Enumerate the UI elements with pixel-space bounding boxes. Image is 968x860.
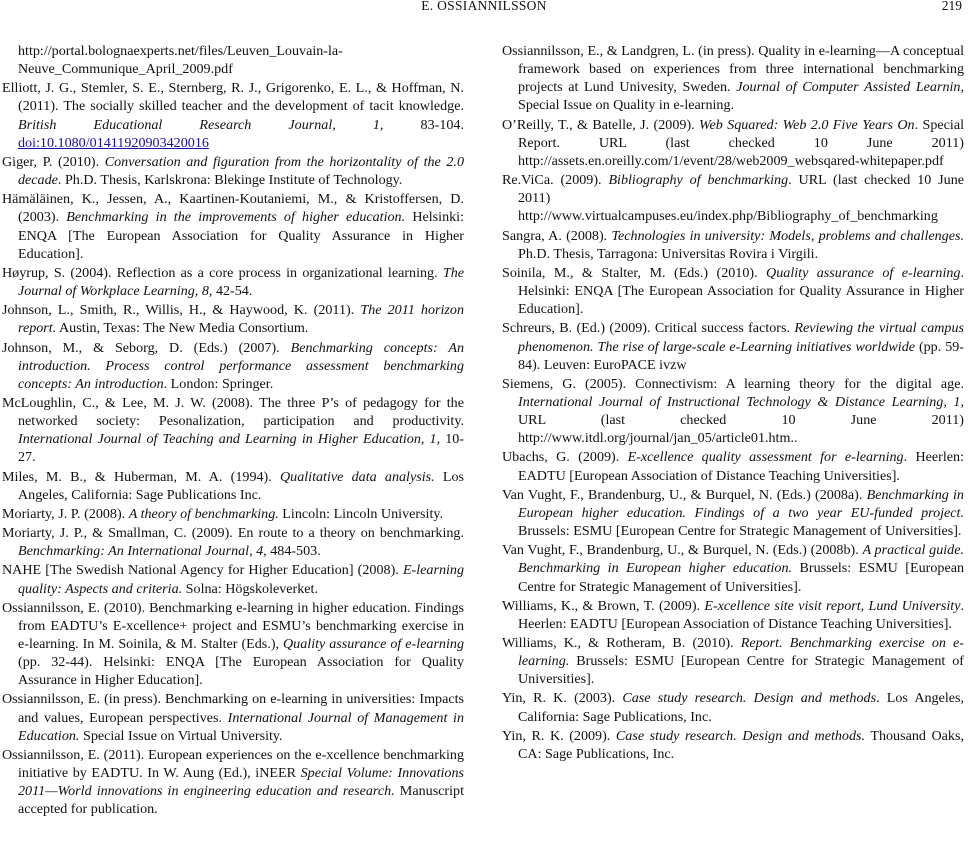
- reference-authors: Siemens, G. (2005). Connectivism: A learning theory for the digital age.: [502, 375, 964, 392]
- reference-authors: Ossiannilsson, E. (2011). European experiences on the e-xcellence benchmarking initiative by EADTU. In W. Aung (Ed.), iNEER: [2, 746, 464, 782]
- reference-entry: [502, 541, 964, 595]
- reference-entry: [2, 690, 464, 744]
- reference-authors: Van Vught, F., Brandenburg, U., & Burquel, N. (Eds.) (2008b).: [502, 542, 863, 559]
- reference-details: Ph.D. Thesis, Tarragona: Universitas Rovira i Virgili.: [518, 245, 819, 262]
- reference-authors: Soinila, M., & Stalter, M. (Eds.) (2010).: [502, 264, 767, 281]
- reference-entry: [502, 227, 964, 263]
- reference-authors: Ossiannilsson, E. (in press). Benchmarking on e-learning in universities: Impacts and values, European perspectives.: [2, 691, 464, 726]
- reference-title: E-xcellence site visit report, Lund University: [704, 597, 961, 614]
- reference-details: Brussels: ESMU [European Centre for Strategic Management of Universities].: [518, 523, 962, 540]
- doi-link[interactable]: doi:10.1080/01411920903420016: [18, 134, 209, 151]
- reference-entry: [502, 448, 964, 484]
- reference-title: Benchmarking concepts: An introduction. Process control performance assessment benchmarking concepts: An introduction: [18, 339, 464, 392]
- reference-entry: [2, 79, 464, 152]
- reference-entry: [502, 689, 964, 725]
- reference-entry: [502, 727, 964, 763]
- reference-authors: McLoughlin, C., & Lee, M. J. W. (2008). The three P’s of pedagogy for the networked society: Pesonalization, participation and productivity.: [2, 394, 464, 430]
- references-left-column: [2, 42, 464, 820]
- reference-title: The Journal of Workplace Learning, 8,: [18, 264, 464, 300]
- reference-entry: [502, 597, 964, 633]
- reference-details: . Heerlen: EADTU [European Association of Distance Teaching Universities].: [518, 449, 964, 484]
- reference-entry: [2, 468, 464, 504]
- reference-entry: [502, 375, 964, 448]
- references-right-column: [502, 42, 964, 764]
- reference-details: Special Issue on Quality in e-learning.: [518, 97, 735, 114]
- reference-authors: Williams, K., & Brown, T. (2009).: [502, 597, 705, 614]
- reference-title: Web Squared: Web 2.0 Five Years On: [699, 116, 915, 133]
- reference-details: . London: Springer.: [163, 375, 274, 392]
- reference-title: Quality assurance of e-learning: [283, 636, 464, 652]
- reference-entry: [2, 339, 464, 393]
- reference-entry: [2, 42, 464, 78]
- reference-details: . URL (last checked 10 June 2011) http://www.virtualcampuses.eu/index.php/Bibliography_of_benchmarking: [518, 172, 964, 225]
- reference-title: E-learning quality: Aspects and criteria.: [18, 562, 464, 597]
- reference-authors: O’Reilly, T., & Batelle, J. (2009).: [502, 116, 700, 133]
- reference-entry: [2, 599, 464, 690]
- reference-url-continuation: http://portal.bolognaexperts.net/files/Leuven_Louvain-la-Neuve_Communique_April_2009.pdf: [18, 43, 343, 78]
- reference-authors: Miles, M. B., & Huberman, M. A. (1994).: [2, 468, 280, 485]
- reference-details: Solna: Högskoleverket.: [182, 580, 318, 597]
- reference-entry: [2, 524, 464, 560]
- running-header: [0, 0, 968, 20]
- reference-authors: NAHE [The Swedish National Agency for Higher Education] (2008).: [2, 562, 403, 579]
- reference-authors: Ubachs, G. (2009).: [502, 449, 628, 466]
- reference-details: Thousand Oaks, CA: Sage Publications, Inc.: [518, 727, 964, 762]
- reference-authors: Sangra, A. (2008).: [502, 227, 612, 244]
- reference-authors: Re.ViCa. (2009).: [502, 172, 609, 189]
- reference-authors: Johnson, M., & Seborg, D. (Eds.) (2007).: [2, 339, 291, 356]
- reference-entry: [2, 561, 464, 597]
- reference-authors: Hämäläinen, K., Jessen, A., Kaartinen-Koutaniemi, M., & Kristoffersen, D. (2003).: [2, 191, 464, 226]
- reference-details: . Ph.D. Thesis, Karlskrona: Blekinge Institute of Technology.: [57, 172, 403, 189]
- reference-authors: Johnson, L., Smith, R., Willis, H., & Haywood, K. (2011).: [2, 302, 361, 319]
- reference-entry: [2, 264, 464, 300]
- reference-details: Helsinki: ENQA [The European Association for Quality Assurance in Higher Education].: [18, 209, 464, 262]
- reference-authors: Ossiannilsson, E., & Landgren, L. (in press). Quality in e-learning—A conceptual framework based on experiences from three international benchmarking projects at Lund Univesity, Sweden.: [502, 43, 964, 96]
- reference-title: Technologies in university: Models, problems and challenges.: [611, 227, 964, 244]
- reference-authors: Williams, K., & Rotheram, B. (2010).: [502, 635, 741, 651]
- reference-title: E-xcellence quality assessment for e-learning: [627, 449, 904, 466]
- reference-details: 83-104.: [383, 116, 464, 133]
- reference-entry: [2, 301, 464, 337]
- reference-authors: Moriarty, J. P., & Smallman, C. (2009). En route to a theory on benchmarking.: [2, 525, 464, 542]
- reference-title: Case study research. Design and methods.: [615, 727, 866, 744]
- reference-title: A practical guide. Benchmarking in European higher education.: [518, 542, 964, 577]
- reference-authors: Yin, R. K. (2009).: [502, 727, 616, 744]
- reference-authors: Elliott, J. G., Stemler, S. E., Sternberg, R. J., Grigorenko, E. L., & Hoffman, N. (2011). The socially skilled teacher and the development of tacit knowledge.: [2, 80, 464, 115]
- reference-title: International Journal of Instructional Technology & Distance Learning, 1,: [518, 393, 964, 410]
- reference-title: Conversation and figuration from the horizontality of the 2.0 decade: [18, 153, 465, 189]
- reference-entry: [502, 264, 964, 318]
- reference-title: Report. Benchmarking exercise on e-learning.: [518, 635, 964, 670]
- reference-title: Benchmarking in the improvements of higher education.: [66, 209, 406, 226]
- reference-title: British Educational Research Journal, 1,: [18, 116, 384, 133]
- reference-details: Lincoln: Lincoln University.: [278, 505, 444, 522]
- reference-authors: Van Vught, F., Brandenburg, U., & Burquel, N. (Eds.) (2008a).: [502, 486, 867, 503]
- reference-authors: Yin, R. K. (2003).: [502, 690, 623, 707]
- reference-entry: [2, 505, 464, 523]
- reference-title: Benchmarking: An International Journal, 4,: [18, 543, 267, 560]
- reference-details: 42-54.: [212, 283, 253, 300]
- reference-details: Brussels: ESMU [European Centre for Strategic Management of Universities].: [518, 653, 964, 688]
- reference-entry: [502, 319, 964, 373]
- reference-title: International Journal of Management in Education.: [18, 709, 464, 744]
- reference-entry: [2, 746, 464, 819]
- reference-details: Austin, Texas: The New Media Consortium.: [56, 320, 309, 337]
- reference-entry: [502, 42, 964, 115]
- reference-entry: [502, 486, 964, 540]
- reference-title: The 2011 horizon report.: [18, 302, 464, 337]
- reference-authors: Høyrup, S. (2004). Reflection as a core process in organizational learning.: [2, 264, 443, 281]
- reference-details: . Heerlen: EADTU [European Association of Distance Teaching Universities].: [518, 597, 964, 632]
- reference-authors: Giger, P. (2010).: [2, 153, 105, 170]
- reference-authors: Moriarty, J. P. (2008).: [2, 505, 129, 522]
- reference-title: Special Volume: Innovations 2011—World innovations in engineering education and research.: [18, 765, 464, 800]
- reference-title: Benchmarking in European higher education. Findings of a two year EU-funded project.: [518, 486, 964, 521]
- reference-title: Journal of Computer Assisted Learnin,: [736, 79, 964, 96]
- reference-details: . Special Report. URL (last checked 10 June 2011) http://assets.en.oreilly.com/1/event/28/web2009_websqared-whitepaper.pdf: [518, 116, 964, 169]
- reference-entry: [502, 171, 964, 225]
- reference-title: Case study research. Design and methods: [622, 690, 877, 707]
- reference-entry: [2, 153, 464, 189]
- reference-details: 484-503.: [266, 543, 321, 560]
- reference-entry: [502, 634, 964, 688]
- reference-details: (pp. 59-84). Leuven: EuroPACE ivzw: [518, 338, 964, 373]
- reference-title: A theory of benchmarking.: [128, 505, 279, 522]
- reference-details: URL (last checked 10 June 2011) http://www.itdl.org/journal/jan_05/article01.htm..: [518, 412, 964, 447]
- running-title: E. OSSIANNILSSON: [421, 0, 547, 13]
- reference-details: . Helsinki: ENQA [The European Association for Quality Assurance in Higher Education].: [518, 264, 964, 318]
- reference-details: Los Angeles, California: Sage Publications Inc.: [18, 468, 464, 503]
- reference-details: Manuscript accepted for publication.: [18, 783, 465, 818]
- reference-title: Bibliography of benchmarking: [608, 172, 789, 189]
- reference-entry: [2, 190, 464, 263]
- reference-details: . Los Angeles, California: Sage Publications, Inc.: [518, 690, 965, 725]
- reference-details: 10-27.: [18, 431, 464, 466]
- reference-title: Reviewing the virtual campus phenomenon. The rise of large-scale e-Learning initiatives worldwide: [518, 320, 964, 355]
- reference-details: Brussels: ESMU [European Centre for Strategic Management of Universities].: [518, 560, 965, 595]
- reference-authors: Ossiannilsson, E. (2010). Benchmarking e-learning in higher education. Findings from EADTU’s E-xcellence+ project and ESMU’s benchmarking exercise in e-learning. In M. Soinila, & M. Stalter (Eds.),: [2, 599, 464, 652]
- page-number: 219: [941, 0, 962, 13]
- reference-title: International Journal of Teaching and Learning in Higher Education, 1,: [18, 431, 441, 448]
- reference-title: Qualitative data analysis.: [279, 468, 435, 485]
- reference-authors: Schreurs, B. (Ed.) (2009). Critical success factors.: [502, 320, 795, 337]
- reference-details: (pp. 32-44). Helsinki: ENQA [The European Association for Quality Assurance in Higher Education].: [18, 654, 464, 689]
- reference-details: Special Issue on Virtual University.: [79, 727, 283, 744]
- reference-title: Quality assurance of e-learning: [766, 264, 961, 281]
- reference-entry: [2, 394, 464, 467]
- reference-entry: [502, 116, 964, 170]
